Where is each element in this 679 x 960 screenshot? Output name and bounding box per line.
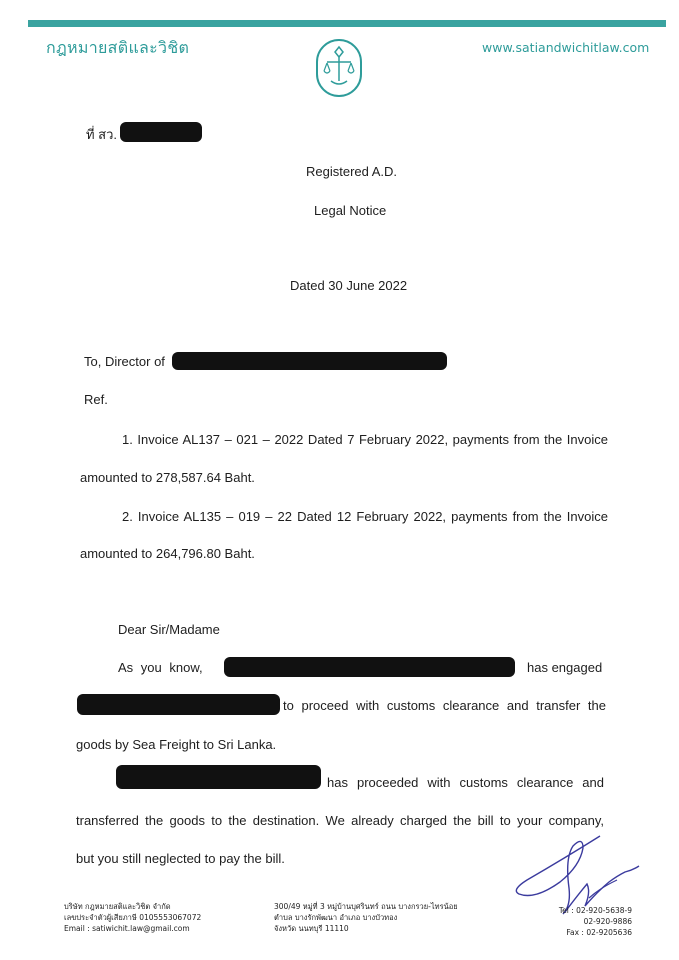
footer-address-line-2: ตำบล บางรักพัฒนา อำเภอ บางบัวทอง <box>274 913 398 922</box>
invoice-item-1-line-1: 1. Invoice AL137 – 021 – 2022 Dated 7 February 2022, payments from the Invoice <box>122 432 608 447</box>
footer-fax-label: Fax : <box>566 928 584 937</box>
redaction-block <box>172 352 447 370</box>
redaction-block <box>116 765 321 789</box>
firm-website[interactable]: www.satiandwichitlaw.com <box>482 40 650 55</box>
paragraph-1-line-2: to proceed with customs clearance and transfer the <box>283 698 606 713</box>
registered-label: Registered A.D. <box>306 164 398 179</box>
footer-address-block <box>274 901 458 934</box>
paragraph-2-line-3: but you still neglected to pay the bill. <box>76 851 285 866</box>
redaction-block <box>120 122 202 142</box>
footer-contact-block <box>552 905 632 938</box>
addressee-line: To, Director of <box>84 354 165 369</box>
invoice-item-2-line-2: amounted to 264,796.80 Baht. <box>80 546 255 561</box>
notice-title: Legal Notice <box>314 203 387 218</box>
letter-date: Dated 30 June 2022 <box>290 278 408 293</box>
redaction-block <box>77 694 280 715</box>
invoice-item-1-line-2: amounted to 278,587.64 Baht. <box>80 470 255 485</box>
salutation: Dear Sir/Madame <box>118 622 220 637</box>
footer-tax-id: เลขประจำตัวผู้เสียภาษี 0105553067072 <box>64 913 202 922</box>
paragraph-2-line-2: transferred the goods to the destination. We already charged the bill to your company, <box>76 813 604 828</box>
footer-tel-2: 02-920-9886 <box>583 917 632 926</box>
paragraph-1-start: As you know, <box>118 660 203 675</box>
scales-of-justice-logo-icon <box>314 37 364 99</box>
footer-company-block <box>64 901 201 934</box>
footer-address-line-3: จังหวัด นนทบุรี 11110 <box>274 924 349 933</box>
footer-company-name: บริษัท กฎหมายสติและวิชิต จำกัด <box>64 902 171 911</box>
header-accent-bar <box>28 20 666 27</box>
footer-fax: 02-9205636 <box>586 928 632 937</box>
ref-label: Ref. <box>84 392 108 407</box>
invoice-item-2-line-1: 2. Invoice AL135 – 019 – 22 Dated 12 February 2022, payments from the Invoice <box>122 509 608 524</box>
redaction-block <box>224 657 515 677</box>
paragraph-1-line-3: goods by Sea Freight to Sri Lanka. <box>76 737 277 752</box>
paragraph-1-engaged: has engaged <box>527 660 603 675</box>
footer-tel-label: Tel : <box>558 906 574 915</box>
footer-address-line-1: 300/49 หมู่ที่ 3 หมู่บ้านบุศรินทร์ ถนน บางกรวย-ไทรน้อย <box>274 902 458 911</box>
footer-tel-1: 02-920-5638-9 <box>576 906 632 915</box>
footer-email[interactable]: Email : satiwichit.law@gmail.com <box>64 924 190 933</box>
reference-prefix: ที่ สว. <box>86 127 118 142</box>
firm-name-thai: กฎหมายสติและวิชิต <box>46 38 190 57</box>
paragraph-2-start: has proceeded with customs clearance and <box>327 775 604 790</box>
